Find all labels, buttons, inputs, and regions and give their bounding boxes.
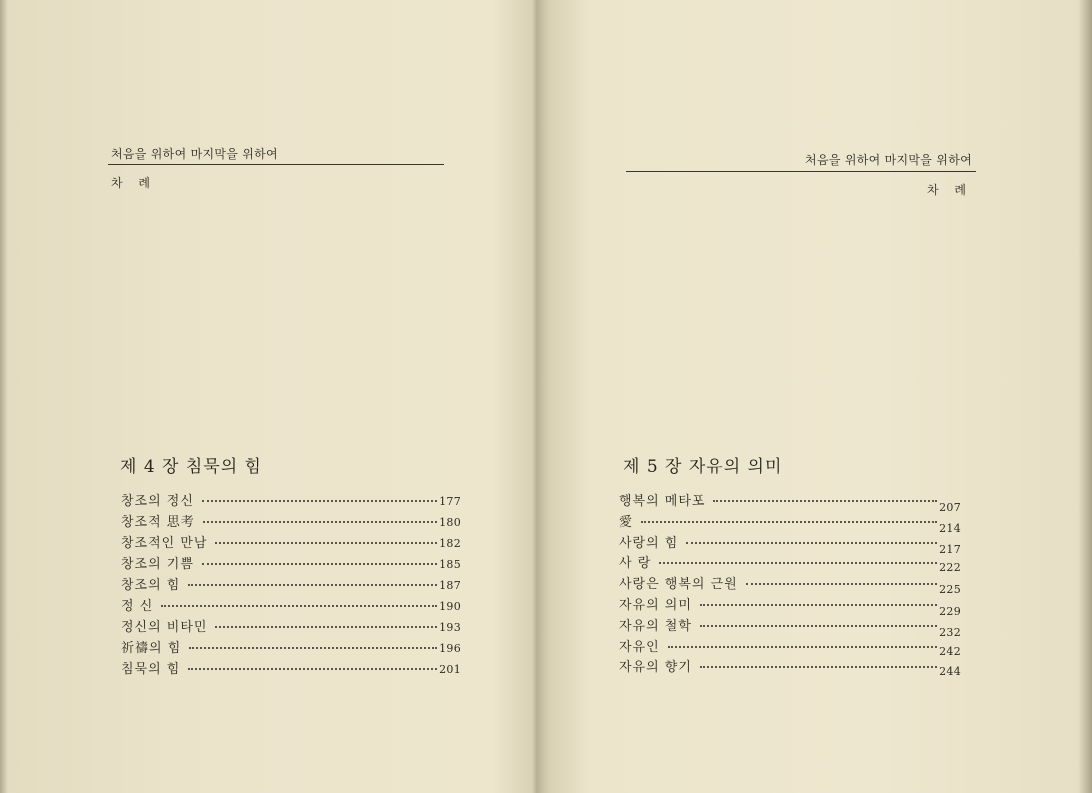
header-rule: [626, 171, 976, 172]
toc-entry-page: 201: [439, 663, 461, 676]
right-page: [540, 0, 1092, 793]
toc-entry[interactable]: [619, 511, 961, 535]
toc-entry[interactable]: [121, 574, 461, 595]
dot-leader: [668, 646, 937, 648]
dot-leader: [215, 542, 437, 544]
chapter-title: 제 4 장 침묵의 힘: [120, 457, 262, 477]
toc-entry-page: 242: [939, 644, 961, 658]
toc-list: [619, 490, 961, 677]
toc-entry-title: 행복의 메타포: [619, 494, 706, 509]
toc-entry[interactable]: [619, 594, 961, 618]
toc-entry-page: 225: [939, 583, 961, 597]
toc-entry-title: 창조의 힘: [121, 578, 181, 593]
toc-entry[interactable]: [121, 511, 461, 532]
toc-entry-title: 창조의 기쁨: [121, 557, 194, 572]
dot-leader: [188, 584, 437, 586]
dot-leader: [641, 521, 937, 523]
toc-entry-page: 244: [939, 665, 961, 679]
toc-entry-title: 침묵의 힘: [121, 662, 181, 677]
dot-leader: [189, 647, 437, 649]
section-label: 차 례: [927, 183, 972, 197]
toc-entry-page: 196: [439, 642, 461, 655]
toc-entry-title: 사랑의 힘: [619, 535, 679, 551]
toc-entry[interactable]: [619, 532, 961, 556]
section-label: 차 례: [111, 176, 156, 190]
toc-list: [121, 490, 461, 679]
header-rule: [108, 164, 444, 165]
dot-leader: [700, 666, 937, 668]
toc-entry-title: 정 신: [121, 599, 154, 614]
toc-entry[interactable]: [619, 615, 961, 639]
toc-entry-title: 자유의 철학: [619, 618, 692, 634]
toc-entry[interactable]: [619, 656, 961, 677]
toc-entry-page: 222: [939, 561, 961, 575]
toc-entry[interactable]: [121, 616, 461, 637]
dot-leader: [700, 625, 937, 627]
toc-entry[interactable]: [619, 636, 961, 657]
toc-entry-page: 193: [439, 621, 461, 634]
toc-entry-title: 자유의 의미: [619, 597, 692, 613]
toc-entry[interactable]: [121, 490, 461, 511]
dot-leader: [203, 521, 437, 523]
toc-entry-page: 214: [939, 521, 961, 535]
dot-leader: [713, 500, 937, 502]
running-header: 처음을 위하여 마지막을 위하여: [111, 147, 278, 161]
toc-entry-page: 232: [939, 625, 961, 639]
toc-entry-title: 자유인: [619, 639, 660, 655]
left-page: [0, 0, 534, 793]
dot-leader: [686, 542, 937, 544]
toc-entry[interactable]: [619, 552, 961, 573]
toc-entry[interactable]: [121, 595, 461, 616]
toc-entry-page: 185: [439, 558, 461, 571]
toc-entry-title: 사랑은 행복의 근원: [619, 577, 738, 593]
dot-leader: [700, 604, 937, 606]
toc-entry-page: 190: [439, 600, 461, 613]
toc-entry[interactable]: [121, 658, 461, 679]
dot-leader: [215, 626, 437, 628]
dot-leader: [746, 583, 937, 585]
toc-entry[interactable]: [619, 490, 961, 514]
toc-entry-page: 217: [939, 542, 961, 556]
toc-entry[interactable]: [121, 553, 461, 574]
toc-entry-page: 207: [939, 501, 961, 514]
toc-entry-title: 祈禱의 힘: [121, 641, 182, 656]
toc-entry-title: 사 랑: [619, 556, 652, 572]
running-header: 처음을 위하여 마지막을 위하여: [805, 153, 972, 167]
toc-entry-title: 창조의 정신: [121, 494, 194, 509]
chapter-title: 제 5 장 자유의 의미: [623, 457, 783, 477]
toc-entry-title: 창조적 思考: [121, 515, 195, 530]
toc-entry-page: 177: [439, 495, 461, 508]
dot-leader: [202, 500, 437, 502]
toc-entry[interactable]: [121, 637, 461, 658]
toc-entry[interactable]: [619, 573, 961, 597]
dot-leader: [659, 562, 937, 564]
toc-entry-page: 187: [439, 579, 461, 592]
dot-leader: [202, 563, 437, 565]
toc-entry-page: 229: [939, 604, 961, 618]
dot-leader: [161, 605, 437, 607]
toc-entry-title: 愛: [619, 514, 634, 530]
toc-entry-page: 180: [439, 516, 461, 529]
toc-entry-page: 182: [439, 537, 461, 550]
toc-entry-title: 정신의 비타민: [121, 620, 208, 635]
dot-leader: [188, 668, 437, 670]
toc-entry[interactable]: [121, 532, 461, 553]
toc-entry-title: 자유의 향기: [619, 660, 692, 676]
toc-entry-title: 창조적인 만남: [121, 536, 208, 551]
